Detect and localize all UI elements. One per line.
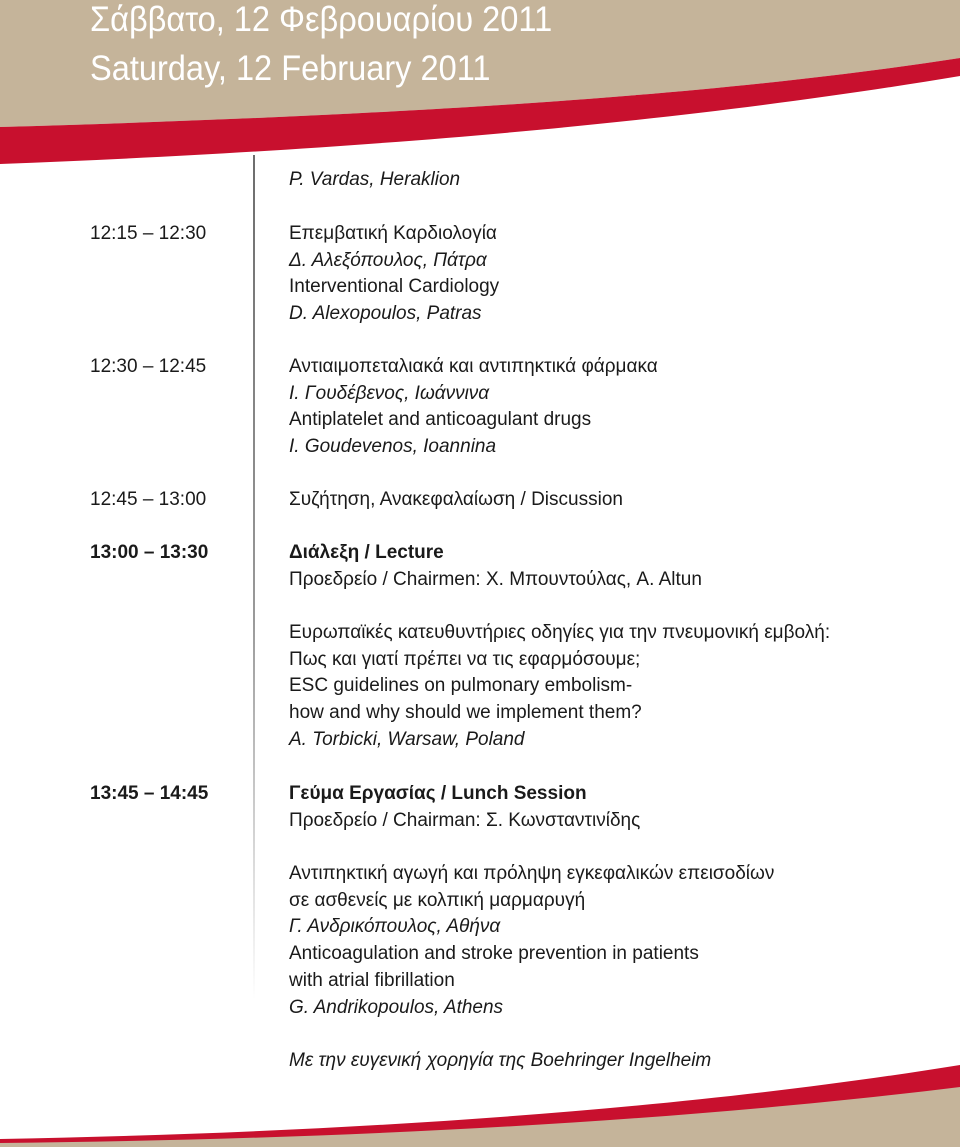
session-1-time: 12:15 – 12:30 (90, 223, 207, 244)
session-1-speaker-greek: Δ. Αλεξόπουλος, Πάτρα (289, 249, 487, 271)
session-2-time: 12:30 – 12:45 (90, 356, 207, 377)
session-1 (289, 221, 939, 328)
session-5-title-english-1: Anticoagulation and stroke prevention in patients (289, 943, 699, 965)
session-2-title-english: Antiplatelet and anticoagulant drugs (289, 409, 592, 431)
session-5-talk (289, 861, 939, 1021)
session-4-chair: Προεδρείο / Chairmen: Χ. Μπουντούλας, A. Altun (289, 568, 702, 590)
header-title-english: Saturday, 12 February 2011 (90, 49, 491, 88)
session-2-speaker-english: I. Goudevenos, Ioannina (289, 436, 497, 458)
footer-banner (0, 1057, 960, 1147)
session-3-time: 12:45 – 13:00 (90, 489, 207, 510)
session-1-title-greek: Επεμβατική Καρδιολογία (289, 223, 497, 244)
session-4-title-greek-2: Πως και γιατί πρέπει να τις εφαρμόσουμε; (289, 648, 641, 670)
session-2-title-greek: Αντιαιμοπεταλιακά και αντιπηκτικά φάρμακα (289, 356, 658, 377)
session-4-heading: Διάλεξη / Lecture (289, 542, 444, 563)
session-4-lecture (289, 620, 939, 754)
continued-session (289, 167, 939, 194)
session-2-speaker-greek: Ι. Γουδέβενος, Ιωάννινα (289, 382, 490, 404)
session-5-title-greek-1: Αντιπηκτική αγωγή και πρόληψη εγκεφαλικών επεισοδίων (289, 863, 775, 884)
session-3-title: Συζήτηση, Ανακεφαλαίωση / Discussion (289, 489, 623, 510)
continued-speaker: P. Vardas, Heraklion (289, 169, 461, 190)
session-5-speaker-english: G. Andrikopoulos, Athens (289, 996, 504, 1018)
session-4-title-english-2: how and why should we implement them? (289, 702, 642, 724)
session-2 (289, 354, 939, 461)
session-4-title-english-1: ESC guidelines on pulmonary embolism- (289, 675, 633, 697)
session-5-speaker-greek: Γ. Ανδρικόπουλος, Αθήνα (289, 916, 501, 938)
session-5-heading: Γεύμα Εργασίας / Lunch Session (289, 783, 587, 804)
session-1-speaker-english: D. Alexopoulos, Patras (289, 303, 482, 325)
session-5-title-greek-2: σε ασθενείς με κολπική μαρμαρυγή (289, 889, 586, 911)
session-3 (289, 487, 939, 514)
session-1-title-english: Interventional Cardiology (289, 276, 500, 298)
session-5 (289, 781, 939, 834)
header-title-greek: Σάββατο, 12 Φεβρουαρίου 2011 (90, 0, 553, 39)
session-4-time: 13:00 – 13:30 (90, 542, 209, 563)
sponsor-text: Με την ευγενική χορηγία της Boehringer Ingelheim (289, 1050, 712, 1071)
session-5-time: 13:45 – 14:45 (90, 783, 209, 804)
session-4 (289, 540, 939, 593)
session-4-speaker: A. Torbicki, Warsaw, Poland (289, 728, 525, 750)
session-5-chair: Προεδρείο / Chairman: Σ. Κωνσταντινίδης (289, 809, 641, 831)
session-5-title-english-2: with atrial fibrillation (289, 969, 455, 991)
session-4-title-greek-1: Ευρωπαϊκές κατευθυντήριες οδηγίες για την πνευμονική εμβολή: (289, 622, 831, 643)
